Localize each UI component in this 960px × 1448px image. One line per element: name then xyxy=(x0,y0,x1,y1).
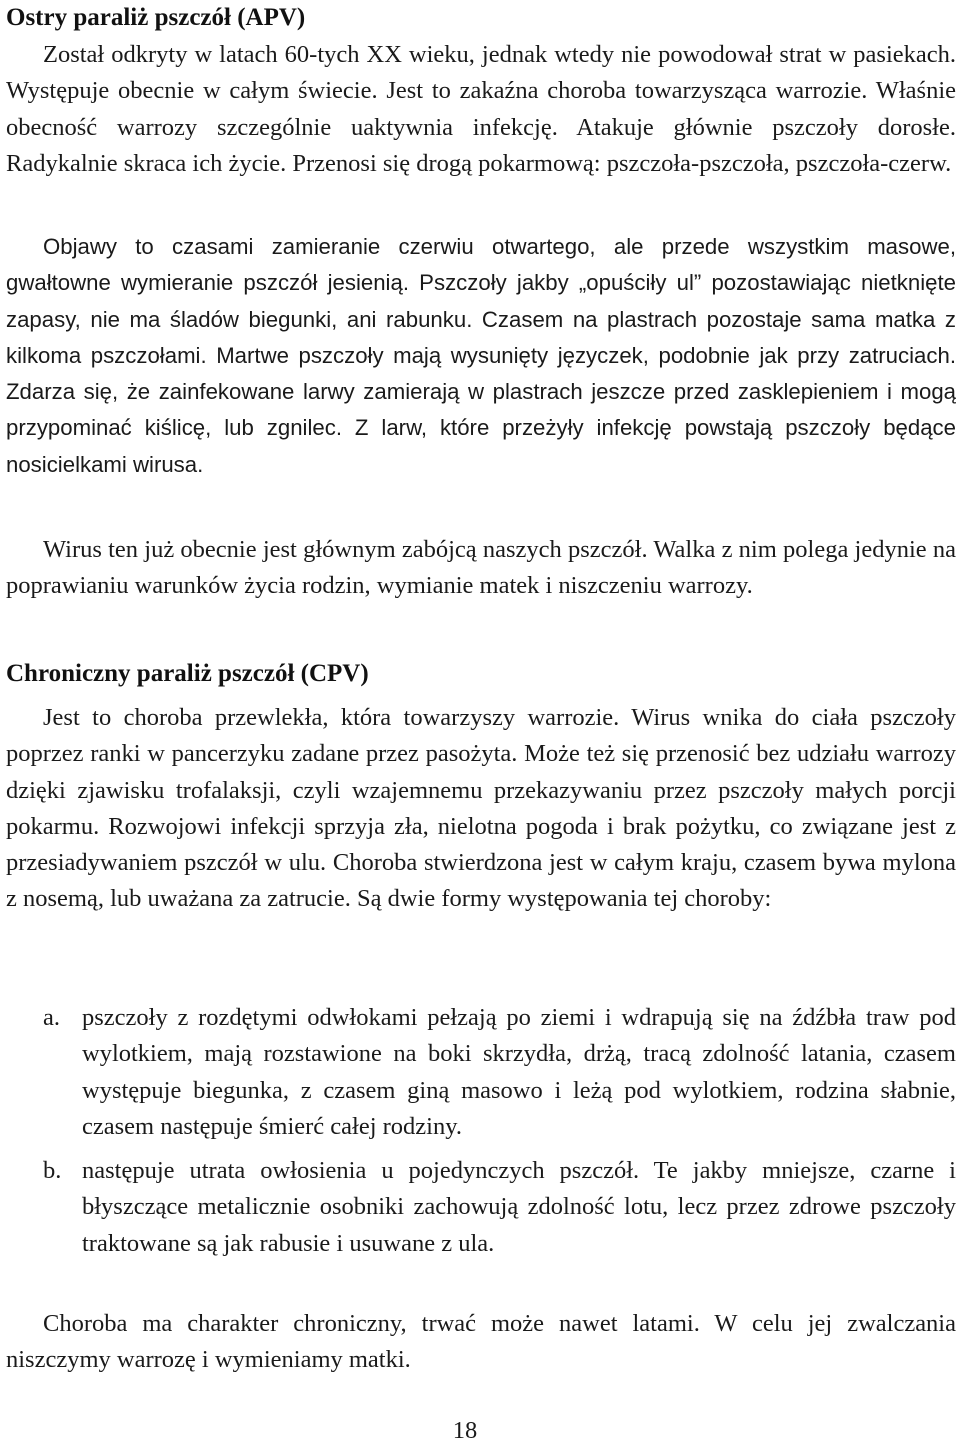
paragraph-apv-treatment: Wirus ten już obecnie jest głównym zabójcą naszych pszczół. Walka z nim polega jedynie na poprawianiu warunków życia rodzin, wymianie matek i niszczeniu warrozy. xyxy=(6,536,956,600)
list-item-text: następuje utrata owłosienia u pojedynczych pszczół. Te jakby mniejsze, czarne i błyszczące metalicznie osobniki zachowują zdolność lotu, lecz przez zdrowe pszczoły traktowane są jak rabusie i usuwane z ula. xyxy=(82,1157,956,1257)
paragraph-apv-intro: Został odkryty w latach 60-tych XX wieku, jednak wtedy nie powodował strat w pasiekach. Występuje obecnie w całym świecie. Jest to zakaźna choroba towarzysząca warrozie. Właśnie obecność warrozy szczególnie uaktywnia infekcję. Atakuje głównie pszczoły dorosłe. Radykalnie skraca ich życie. Przenosi się drogą pokarmową: pszczoła-pszczoła, pszczoła-czerw. xyxy=(6,41,956,177)
page-number: 18 xyxy=(452,1417,478,1444)
list-item-text: pszczoły z rozdętymi odwłokami pełzają po ziemi i wdrapują się na źdźbła traw pod wylotkiem, mają rozstawione na boki skrzydła, drżą, tracą zdolność latania, czasem występuje biegunka, z czasem giną masowo i leżą pod wylotkiem, rodzina słabnie, czasem następuje śmierć całej rodziny. xyxy=(82,1004,956,1140)
list-marker: b. xyxy=(43,1157,62,1185)
paragraph-cpv-intro: Jest to choroba przewlekła, która towarzyszy warrozie. Wirus wnika do ciała pszczoły poprzez ranki w pancerzyku zadane przez pasożyta. Może też się przenosić bez udziału warrozy dzięki zjawisku trofalaksji, czyli wzajemnemu przekazywaniu przez pszczoły małych porcji pokarmu. Rozwojowi infekcji sprzyja zła, nielotna pogoda i brak pożytku, co związane jest z przesiadywaniem pszczół w ulu. Choroba stwierdzona jest w całym kraju, czasem bywa mylona z nosemą, lub uważana za zatrucie. Są dwie formy występowania tej choroby: xyxy=(6,704,956,913)
section-heading-cpv: Chroniczny paraliż pszczół (CPV) xyxy=(6,660,369,687)
section-heading-apv: Ostry paraliż pszczół (APV) xyxy=(6,4,306,31)
paragraph-apv-symptoms: Objawy to czasami zamieranie czerwiu otwartego, ale przede wszystkim masowe, gwałtowne wymieranie pszczół jesienią. Pszczoły jakby „opuściły ul” pozostawiając nietknięte zapasy, nie ma śladów biegunki, ani rabunku. Czasem na plastrach pozostaje sama matka z kilkoma pszczołami. Martwe pszczoły mają wysunięty języczek, podobnie jak przy zatruciach. Zdarza się, że zainfekowane larwy zamierają w plastrach jeszcze przed zasklepieniem i mogą przypominać kiślicę, lub zgnilec. Z larw, które przeżyły infekcję powstają pszczoły będące nosicielkami wirusa. xyxy=(6,234,956,477)
paragraph-cpv-conclusion: Choroba ma charakter chroniczny, trwać może nawet latami. W celu jej zwalczania niszczymy warrozę i wymieniamy matki. xyxy=(6,1310,956,1374)
list-item xyxy=(6,1000,956,1145)
disease-forms-list xyxy=(6,1000,956,1270)
list-marker: a. xyxy=(43,1004,60,1031)
list-item xyxy=(6,1153,956,1262)
